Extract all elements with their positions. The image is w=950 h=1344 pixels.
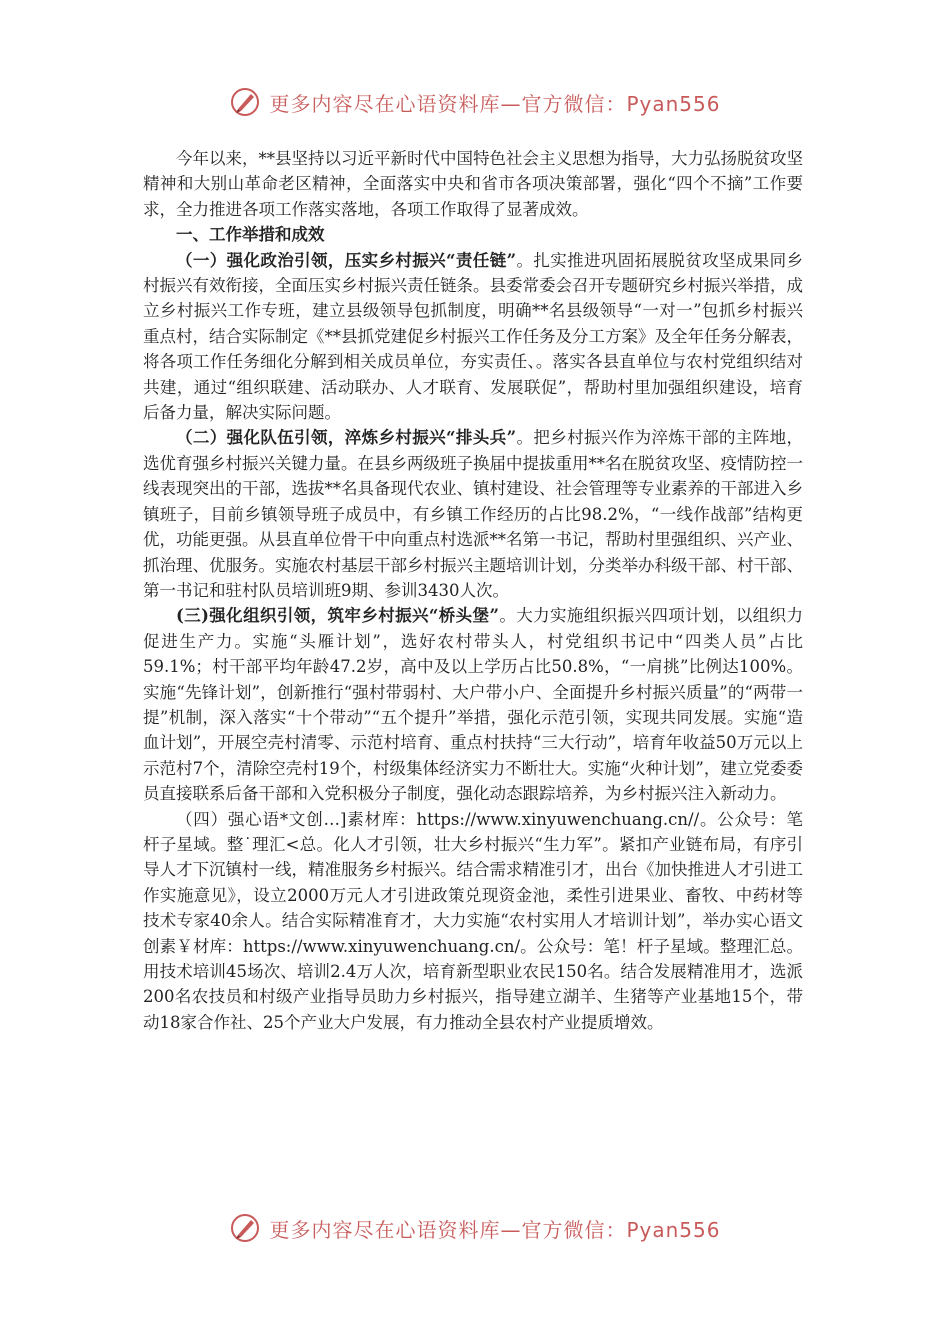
banner-text: 更多内容尽在心语资料库—官方微信：Pyan556 — [269, 1217, 721, 1242]
paragraph-4 — [143, 807, 803, 1036]
intro-paragraph: 今年以来，**县坚持以习近平新时代中国特色社会主义思想为指导，大力弘扬脱贫攻坚精神和大别山革命老区精神，全面落实中央和省市各项决策部署，强化“四个不摘”工作要求，全力推进各项工作落实落地，各项工作取得了显著成效。 — [143, 149, 803, 219]
section-title: 一、工作举措和成效 — [176, 225, 325, 245]
paragraph-3-heading: (三)强化组织引领，筑牢乡村振兴“桥头堡” — [176, 606, 499, 626]
footer-banner — [0, 1208, 950, 1248]
document-body — [143, 146, 803, 1035]
paragraph-4-url[interactable]: https://www.xinyuwenchuang.cn/。 — [242, 936, 537, 956]
paragraph-2-heading: （二）强化队伍引领，淬炼乡村振兴“排头兵” — [176, 428, 517, 448]
paragraph-1 — [143, 248, 803, 426]
paragraph-1-heading: （一）强化政治引领，压实乡村振兴“责任链” — [176, 250, 517, 270]
paragraph-1-body: 。扎实推进巩固拓展脱贫攻坚成果同乡村振兴有效衔接，全面压实乡村振兴责任链条。县委常委会召开专题研究乡村振兴举措，成立乡村振兴工作专班，建立县级领导包抓制度，明确**名县级领导“一对一”包抓乡村振兴重点村，结合实际制定《**县抓党建促乡村振兴工作任务及分工方案》及全年任务分解表，将各项工作任务细化分解到相关成员单位，夯实责任、。落实各县直单位与农村党组织结对共建，通过“组织联建、活动联办、人才联育、发展联促”，帮助村里加强组织建设，培育后备力量，解决实际问题。 — [143, 250, 804, 423]
paragraph-3-body: 。大力实施组织振兴四项计划，以组织力促进生产力。实施“头雁计划”，选好农村带头人，村党组织书记中“四类人员”占比59.1%；村干部平均年龄47.2岁，高中及以上学历占比50.8%，“一肩挑”比例达100%。实施“先锋计划”，创新推行“强村带弱村、大户带小户、全面提升乡村振兴质量”的“两带一提”机制，深入落实“十个带动”“五个提升”举措，强化示范引领，实现共同发展。实施“造血计划”，开展空壳村清零、示范村培育、重点村扶持“三大行动”，培育年收益50万元以上示范村7个，清除空壳村19个，村级集体经济实力不断壮大。实施“火种计划”，建立党委委员直接联系后备干部和入党积极分子制度，强化动态跟踪培养，为乡村振兴注入新动力。 — [143, 606, 803, 804]
paragraph-2 — [143, 425, 803, 603]
pen-circle-logo-icon — [229, 1212, 261, 1244]
paragraph-2-body: 。把乡村振兴作为淬炼干部的主阵地，选优育强乡村振兴关键力量。在县乡两级班子换届中提拔重用**名在脱贫攻坚、疫情防控一线表现突出的干部，选拔**名具备现代农业、镇村建设、社会管理等专业素养的干部进入乡镇班子，目前乡镇领导班子成员中，有乡镇工作经历的占比98.2%，“一线作战部”结构更优，功能更强。从县直单位骨干中向重点村选派**名第一书记，帮助村里强组织、兴产业、抓治理、优服务。实施农村基层干部乡村振兴主题培训计划，分类举办科级干部、村干部、第一书记和驻村队员培训班9期、参训3430人次。 — [143, 428, 804, 600]
paragraph-4-part-b: 公众号：笔！杆子星域。整理汇总。用技术培训45场次、培训2.4万人次，培育新型职业农民150名。结合发展精准用才，选派200名农技员和村级产业指导员助力乡村振兴，指导建立湖羊、生猪等产业基地15个，带动18家合作社、25个产业大户发展，有力推动全县农村产业提质增效。 — [143, 936, 804, 1032]
banner-text: 更多内容尽在心语资料库—官方微信：Pyan556 — [269, 91, 721, 116]
paragraph-3 — [143, 603, 803, 806]
paragraph-4-part-a: （四）强心语*文创…]素材库：https://www.xinyuwenchuang.cn//。公众号：笔杆子星域。整˙理汇<总。化人才引领，壮大乡村振兴“生力军”。紧扣产业链布局，有序引导人才下沉镇村一线，精准服务乡村振兴。结合需求精准引才，出台《加快推进人才引进工作实施意见》，设立2000万元人才引进政策兑现资金池，柔性引进果业、畜牧、中药材等技术专家40余人。结合实际精准育才，大力实施“农村实用人才培训计划”，举办实心语文创素￥材库： — [143, 809, 803, 956]
header-banner — [0, 82, 950, 122]
pen-circle-logo-icon — [229, 86, 261, 118]
